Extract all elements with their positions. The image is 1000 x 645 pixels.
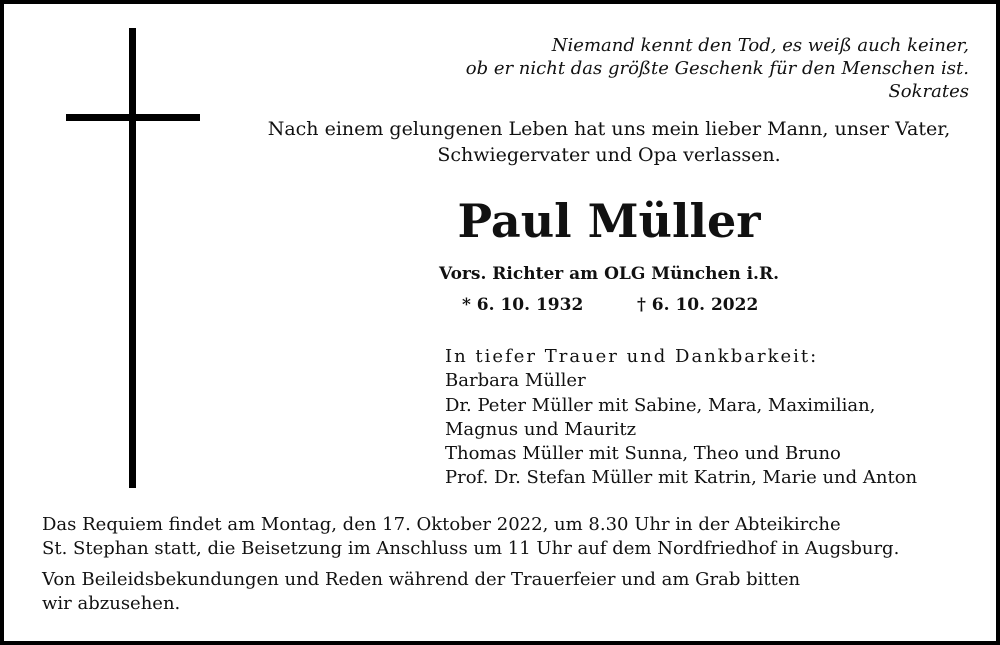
funeral-notice xyxy=(42,513,982,616)
intro-line: Schwiegervater und Opa verlassen. xyxy=(437,144,781,166)
deceased-title: Vors. Richter am OLG München i.R. xyxy=(438,264,780,284)
mourners-list xyxy=(445,345,917,491)
quote-line: ob er nicht das größte Geschenk für den Menschen ist. xyxy=(465,58,969,79)
mourner-line: Magnus und Mauritz xyxy=(445,418,637,440)
cross-vertical-bar xyxy=(129,28,136,488)
cross-horizontal-bar xyxy=(66,114,200,121)
mourners-heading: In tiefer Trauer und Dankbarkeit: xyxy=(445,346,819,367)
condolence-line: wir abzusehen. xyxy=(42,593,181,614)
condolence-line: Von Beileidsbekundungen und Reden während der Trauerfeier und am Grab bitten xyxy=(42,569,801,590)
birth-date: * 6. 10. 1932 xyxy=(462,295,584,315)
requiem-line: St. Stephan statt, die Beisetzung im Anschluss um 11 Uhr auf dem Nordfriedhof in Augsburg. xyxy=(42,538,900,559)
mourner-line: Thomas Müller mit Sunna, Theo und Bruno xyxy=(445,443,841,465)
deceased-name: Paul Müller xyxy=(457,194,761,248)
paragraph-gap xyxy=(42,561,982,568)
mourner-line: Barbara Müller xyxy=(445,370,586,392)
death-date: † 6. 10. 2022 xyxy=(637,295,759,315)
mourner-line: Dr. Peter Müller mit Sabine, Mara, Maximilian, xyxy=(445,394,876,416)
quote-line: Niemand kennt den Tod, es weiß auch keiner, xyxy=(551,35,969,56)
intro-line: Nach einem gelungenen Leben hat uns mein lieber Mann, unser Vater, xyxy=(267,118,951,140)
requiem-line: Das Requiem findet am Montag, den 17. Oktober 2022, um 8.30 Uhr in der Abteikirche xyxy=(42,514,841,535)
epigraph-quote xyxy=(466,34,969,103)
quote-author: Sokrates xyxy=(888,81,969,102)
intro-text xyxy=(244,116,974,168)
mourner-line: Prof. Dr. Stefan Müller mit Katrin, Marie und Anton xyxy=(445,467,918,489)
